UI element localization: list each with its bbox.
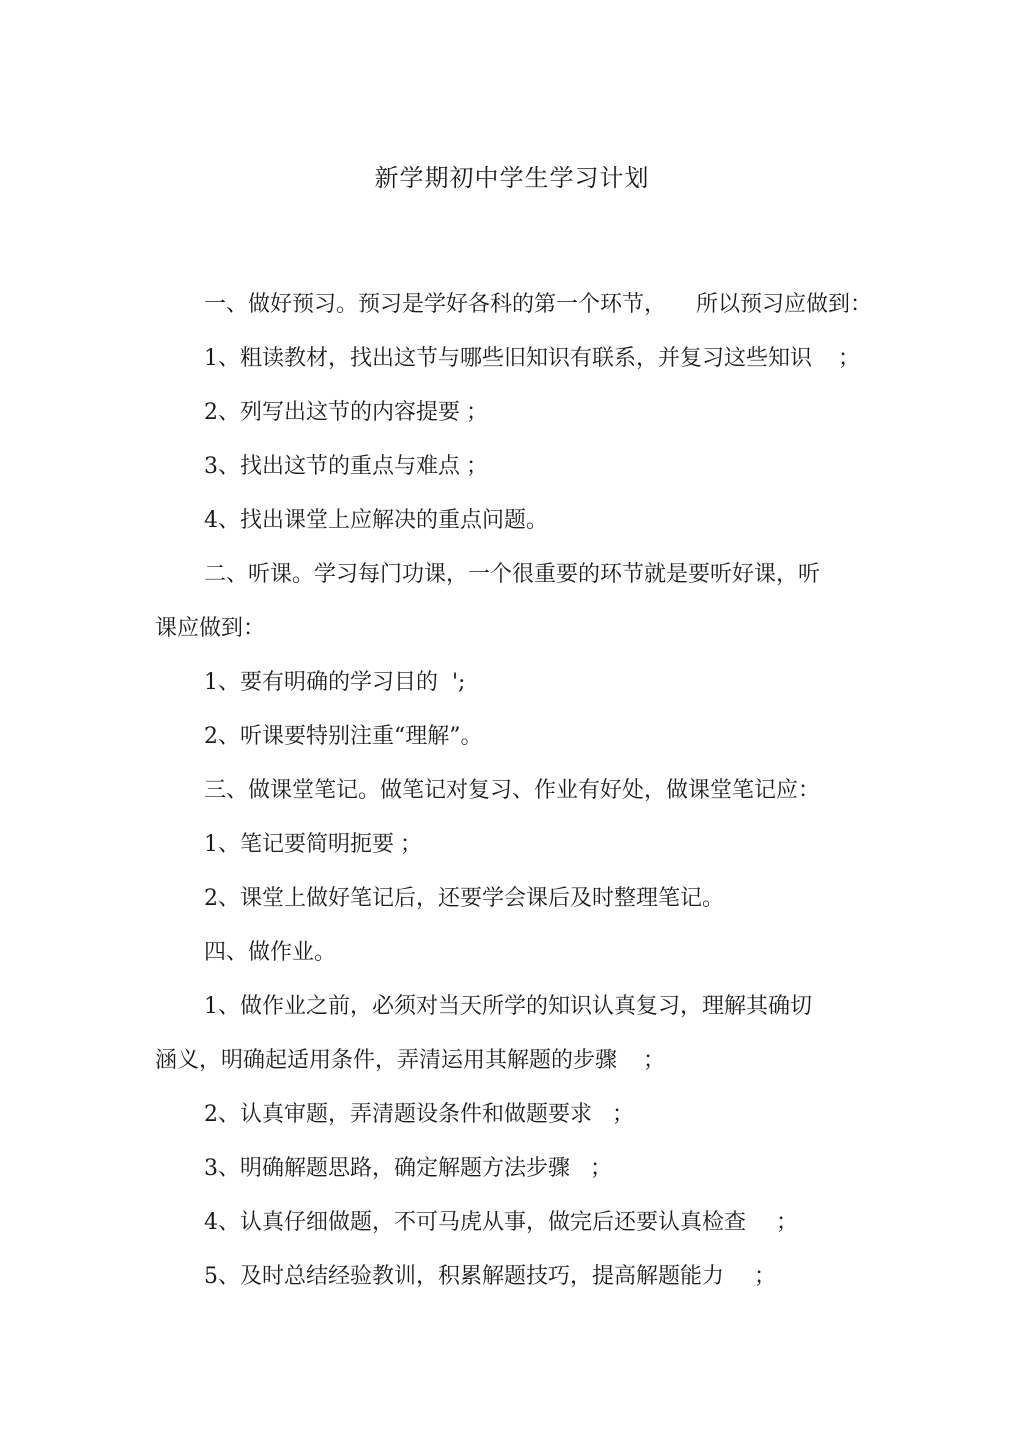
line-text: 二、听课。学习每门功课，一个很重要的环节就是要听好课，听 xyxy=(204,562,821,587)
line-text-tail: ； xyxy=(643,1048,666,1073)
line-text: 2、听课要特别注重“理解”。 xyxy=(204,724,483,749)
paragraph-line xyxy=(204,506,548,536)
paragraph-line xyxy=(204,776,820,806)
line-text-tail: ； xyxy=(776,1210,799,1235)
paragraph-line xyxy=(204,1208,798,1238)
line-text-tail: 所以预习应做到： xyxy=(696,292,873,317)
paragraph-line xyxy=(204,452,488,482)
line-text-tail: ； xyxy=(466,400,489,425)
paragraph-line xyxy=(204,344,860,374)
line-text: 3、明确解题思路，确定解题方法步骤 xyxy=(204,1156,570,1181)
line-text: 4、找出课堂上应解决的重点问题。 xyxy=(204,508,548,533)
paragraph-line xyxy=(204,722,483,752)
line-text-tail: '; xyxy=(452,670,466,695)
line-text-tail: ； xyxy=(400,832,423,857)
paragraph-line xyxy=(204,992,812,1022)
document-title: 新学期初中学生学习计划 xyxy=(374,164,650,192)
line-text-tail: ； xyxy=(754,1264,777,1289)
line-text: 四、做作业。 xyxy=(204,940,337,965)
line-text: 5、及时总结经验教训，积累解题技巧，提高解题能力 xyxy=(204,1264,724,1289)
line-text: 3、找出这节的重点与难点 xyxy=(204,454,460,479)
paragraph-line xyxy=(155,1046,665,1076)
paragraph-line xyxy=(155,614,265,644)
line-text: 1、粗读教材，找出这节与哪些旧知识有联系，并复习这些知识 xyxy=(204,346,812,371)
paragraph-line xyxy=(204,560,820,590)
paragraph-line xyxy=(204,938,336,968)
line-text: 1、做作业之前，必须对当天所学的知识认真复习，理解其确切 xyxy=(204,994,812,1019)
line-text: 2、课堂上做好笔记后，还要学会课后及时整理笔记。 xyxy=(204,886,724,911)
line-text: 1、笔记要简明扼要 xyxy=(204,832,394,857)
line-text: 1、要有明确的学习目的 xyxy=(204,670,438,695)
line-text: 涵义，明确起适用条件，弄清运用其解题的步骤 xyxy=(155,1048,618,1073)
paragraph-line xyxy=(204,1154,612,1184)
paragraph-line xyxy=(204,290,872,320)
line-text-tail: ； xyxy=(466,454,489,479)
paragraph-line xyxy=(204,830,422,860)
paragraph-line xyxy=(204,398,488,428)
line-text-tail: ； xyxy=(590,1156,613,1181)
paragraph-line xyxy=(204,884,724,914)
line-text: 4、认真仔细做题，不可马虎从事，做完后还要认真检查 xyxy=(204,1210,746,1235)
line-text: 2、认真审题，弄清题设条件和做题要求 xyxy=(204,1102,592,1127)
line-text-tail: ； xyxy=(838,346,861,371)
paragraph-line xyxy=(204,1100,634,1130)
line-text-tail: ； xyxy=(612,1102,635,1127)
paragraph-line xyxy=(204,1262,776,1292)
line-text: 课应做到： xyxy=(155,616,266,641)
line-text: 2、列写出这节的内容提要 xyxy=(204,400,460,425)
line-text: 一、做好预习。预习是学好各科的第一个环节， xyxy=(204,292,667,317)
line-text: 三、做课堂笔记。做笔记对复习、作业有好处，做课堂笔记应： xyxy=(204,778,821,803)
paragraph-line xyxy=(204,668,465,698)
